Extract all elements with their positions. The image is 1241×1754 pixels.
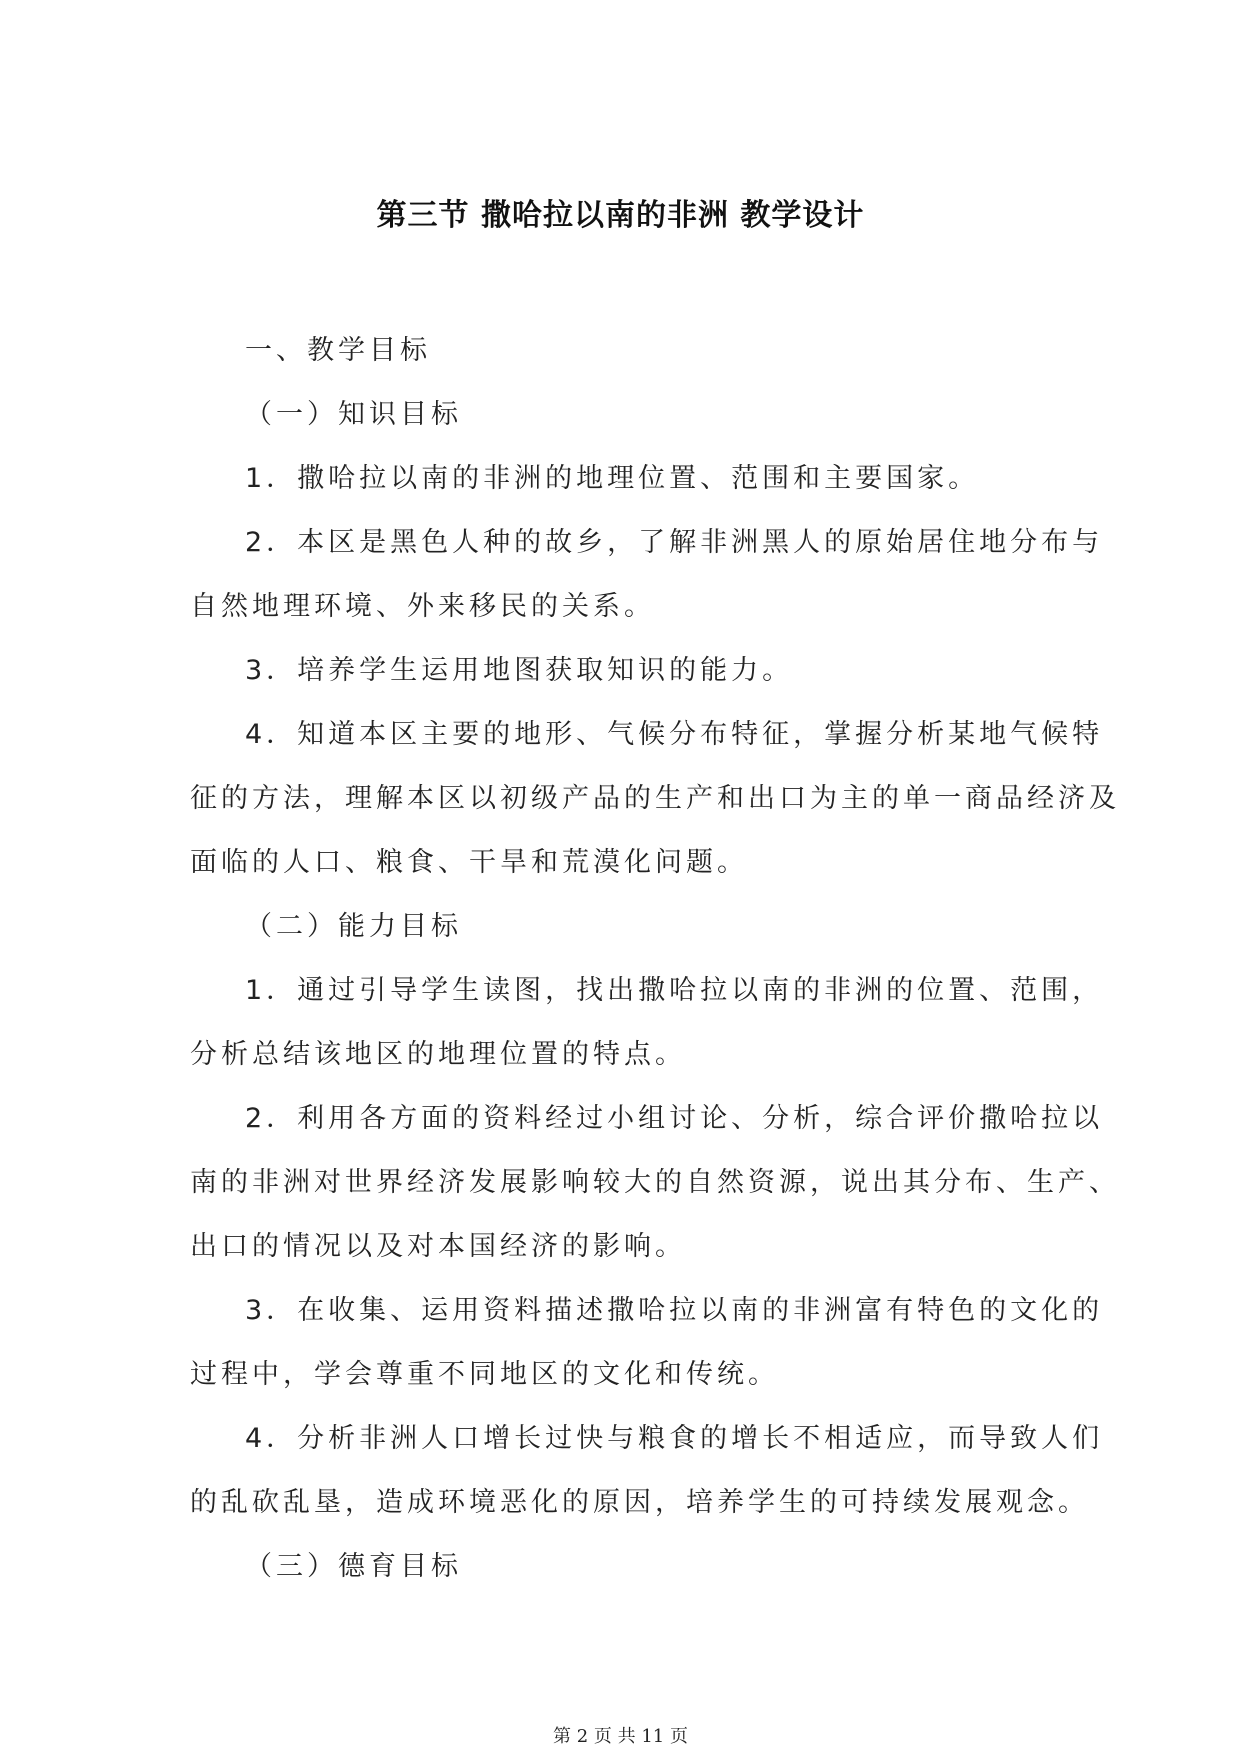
- paragraph-line: 4．知道本区主要的地形、气候分布特征，掌握分析某地气候特: [245, 719, 1104, 750]
- paragraph-line: 出口的情况以及对本国经济的影响。: [190, 1231, 686, 1262]
- paragraph-line: 征的方法，理解本区以初级产品的生产和出口为主的单一商品经济及: [190, 783, 1120, 814]
- paragraph-line: 分析总结该地区的地理位置的特点。: [190, 1039, 686, 1070]
- paragraph-line: 3．在收集、运用资料描述撒哈拉以南的非洲富有特色的文化的: [245, 1295, 1104, 1326]
- paragraph-line: 4．分析非洲人口增长过快与粮食的增长不相适应，而导致人们: [245, 1423, 1104, 1454]
- paragraph-line: 3．培养学生运用地图获取知识的能力。: [245, 655, 794, 686]
- subsection-heading: （一）知识目标: [245, 399, 462, 430]
- page-title: 第三节 撒哈拉以南的非洲 教学设计: [376, 198, 865, 233]
- paragraph-line: 自然地理环境、外来移民的关系。: [190, 591, 655, 622]
- paragraph-line: 2．本区是黑色人种的故乡，了解非洲黑人的原始居住地分布与: [245, 527, 1104, 558]
- paragraph-line: 2．利用各方面的资料经过小组讨论、分析，综合评价撒哈拉以: [245, 1103, 1104, 1134]
- paragraph-line: 1．通过引导学生读图，找出撒哈拉以南的非洲的位置、范围，: [245, 975, 1104, 1006]
- section-heading: 一、教学目标: [245, 335, 431, 366]
- subsection-heading: （二）能力目标: [245, 911, 462, 942]
- paragraph-line: 过程中，学会尊重不同地区的文化和传统。: [190, 1359, 779, 1390]
- page-footer: 第 2 页 共 11 页: [553, 1726, 688, 1747]
- paragraph-line: 1．撒哈拉以南的非洲的地理位置、范围和主要国家。: [245, 463, 980, 494]
- paragraph-line: 的乱砍乱垦，造成环境恶化的原因，培养学生的可持续发展观念。: [190, 1487, 1089, 1518]
- paragraph-line: 南的非洲对世界经济发展影响较大的自然资源，说出其分布、生产、: [190, 1167, 1120, 1198]
- subsection-heading: （三）德育目标: [245, 1551, 462, 1582]
- paragraph-line: 面临的人口、粮食、干旱和荒漠化问题。: [190, 847, 748, 878]
